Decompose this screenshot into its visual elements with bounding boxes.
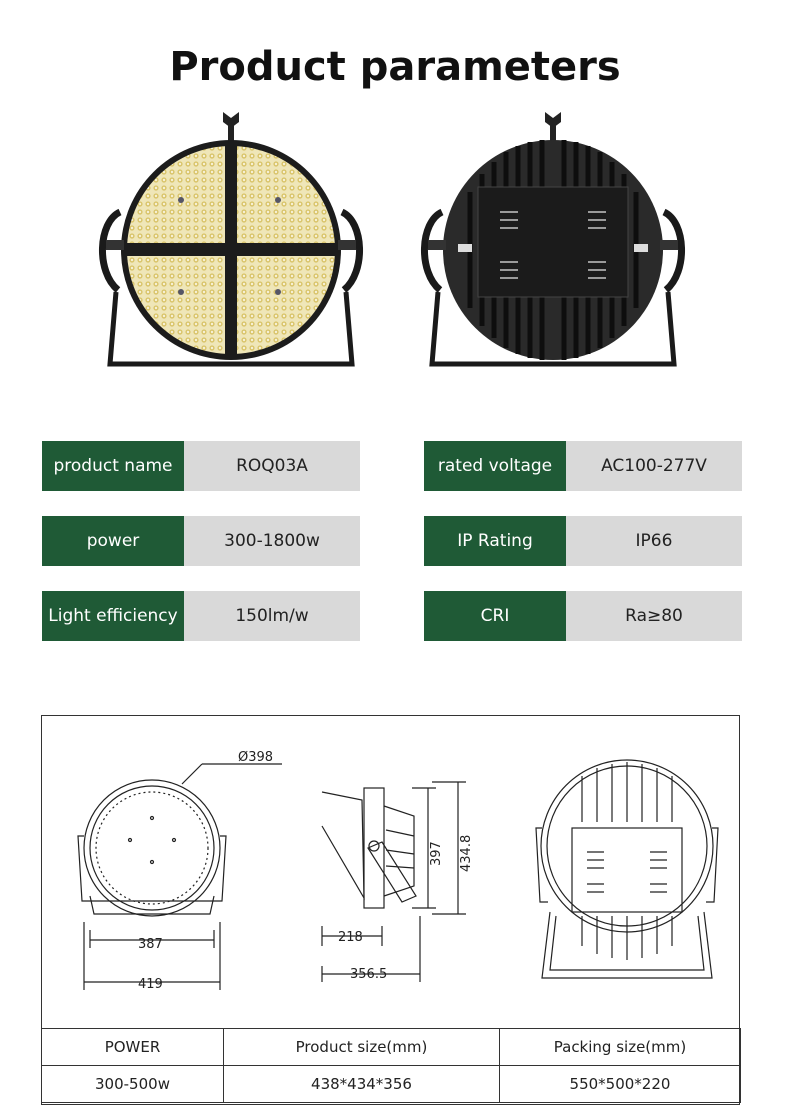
param-value: 150lm/w	[184, 591, 360, 641]
table-cell: 438*434*356	[224, 1066, 500, 1103]
param-power	[42, 516, 360, 566]
front-view-drawing	[78, 764, 282, 990]
dim-width-outer: 419	[138, 977, 163, 992]
param-value: IP66	[566, 516, 742, 566]
table-cell: 300-500w	[42, 1066, 224, 1103]
param-label: IP Rating	[424, 516, 566, 566]
param-value: ROQ03A	[184, 441, 360, 491]
dim-height-outer: 434.8	[459, 834, 474, 872]
table-header-cell: Packing size(mm)	[500, 1029, 741, 1066]
product-back-image	[418, 112, 688, 374]
param-value: 300-1800w	[184, 516, 360, 566]
dim-height-inner: 397	[429, 841, 444, 866]
dim-diameter: Ø398	[238, 750, 274, 765]
param-label: product name	[42, 441, 184, 491]
param-rated-voltage	[424, 441, 742, 491]
param-label: power	[42, 516, 184, 566]
param-label: rated voltage	[424, 441, 566, 491]
param-light-efficiency	[42, 591, 360, 641]
param-label: Light efficiency	[42, 591, 184, 641]
side-view-drawing	[322, 782, 466, 982]
table-header-row	[42, 1029, 741, 1066]
dimension-drawings	[42, 716, 739, 1028]
param-value: AC100-277V	[566, 441, 742, 491]
page-title: Product parameters	[169, 44, 621, 90]
product-front-image	[96, 112, 366, 374]
dim-depth-outer: 356.5	[350, 967, 388, 982]
table-header-cell: Product size(mm)	[224, 1029, 500, 1066]
size-table	[41, 1028, 741, 1103]
table-cell: 550*500*220	[500, 1066, 741, 1103]
param-product-name	[42, 441, 360, 491]
dim-width-inner: 387	[138, 937, 163, 952]
dim-depth-inner: 218	[338, 930, 363, 945]
param-value: Ra≥80	[566, 591, 742, 641]
param-label: CRI	[424, 591, 566, 641]
param-ip-rating	[424, 516, 742, 566]
param-cri	[424, 591, 742, 641]
back-view-drawing	[536, 760, 718, 978]
table-row	[42, 1066, 741, 1103]
table-header-cell: POWER	[42, 1029, 224, 1066]
